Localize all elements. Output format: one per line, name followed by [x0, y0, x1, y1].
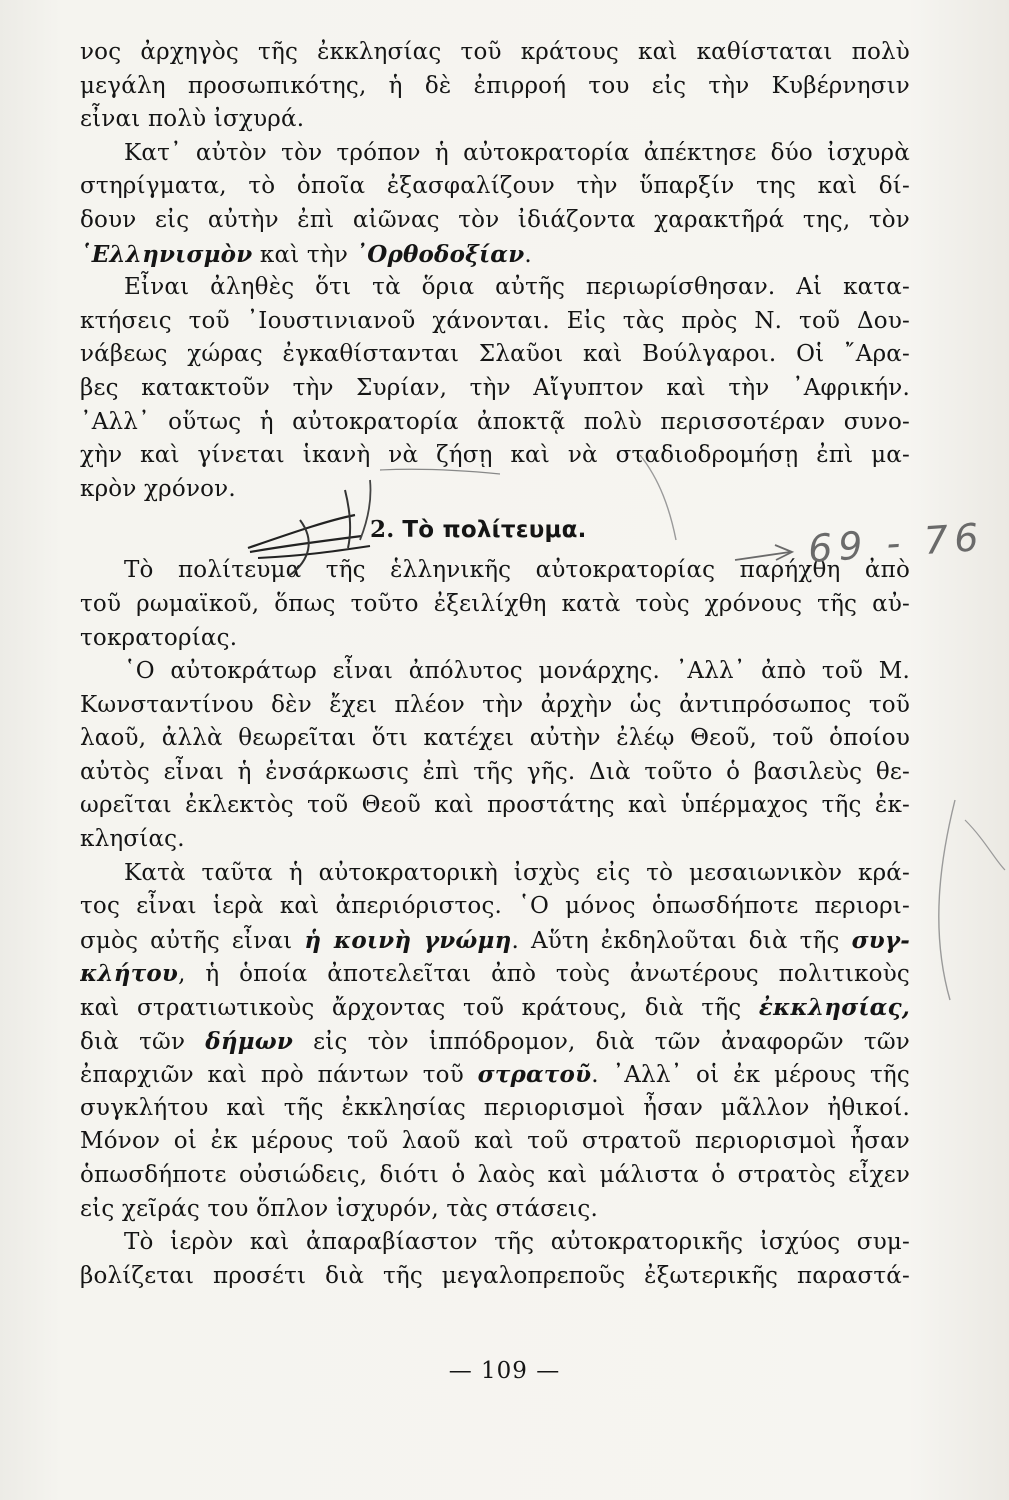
- text-fragment: .: [524, 241, 532, 268]
- text-fragment: καὶ στρατιωτικοὺς ἄρχοντας τοῦ κράτους, διὰ τῆς: [80, 995, 759, 1022]
- text-line: νος ἀρχηγὸς τῆς ἐκκλησίας τοῦ κράτους καὶ καθίσταται πολὺ: [80, 39, 910, 65]
- text-line: [80, 924, 910, 958]
- handwritten-page-reference: 69 - 76: [806, 514, 986, 572]
- section-title: Τὸ πολίτευμα.: [402, 517, 587, 544]
- text-line: συγκλήτου καὶ τῆς ἐκκλησίας περιορισμοὶ ἦσαν μᾶλλον ἠθικοί.: [80, 1094, 910, 1121]
- emphasis-demes: δήμων: [205, 1027, 294, 1055]
- text-line: Τὸ πολίτευμα τῆς ἑλληνικῆς αὐτοκρατορίας παρήχθη ἀπὸ: [124, 557, 910, 584]
- text-fragment: σμὸς αὐτῆς εἶναι: [80, 927, 305, 954]
- emphasis-church: ἐκκλησίας,: [758, 994, 910, 1022]
- emphasis-senate-end: κλήτου: [80, 960, 179, 988]
- text-line: ωρεῖται ἐκλεκτὸς τοῦ Θεοῦ καὶ προστάτης καὶ ὑπέρμαχος τῆς ἐκ-: [80, 792, 910, 819]
- text-line: Εἶναι ἀληθὲς ὅτι τὰ ὅρια αὐτῆς περιωρίσθησαν. Αἱ κατα-: [124, 274, 910, 301]
- text-line: Τὸ ἱερὸν καὶ ἀπαραβίαστον τῆς αὐτοκρατορικῆς ἰσχύος συμ-: [124, 1229, 910, 1256]
- section-heading: [80, 510, 910, 550]
- body-text: [80, 36, 910, 1293]
- text-line: [80, 991, 910, 1025]
- text-line: κτήσεις τοῦ ᾿Ιουστινιανοῦ χάνονται. Εἰς τὰς πρὸς Ν. τοῦ Δου-: [80, 307, 910, 334]
- page-number: — 109 —: [448, 1358, 561, 1384]
- text-line: Κατὰ ταῦτα ἡ αὐτοκρατορικὴ ἰσχὺς εἰς τὸ μεσαιωνικὸν κρά-: [124, 859, 910, 886]
- emphasis-orthodoxy: ᾿Ορθοδοξίαν: [355, 240, 525, 268]
- text-line: λαοῦ, ἀλλὰ θεωρεῖται ὅτι κατέχει αὐτὴν ἐλέῳ Θεοῦ, τοῦ ὁποίου: [80, 725, 910, 752]
- text-line: Κατ᾿ αὐτὸν τὸν τρόπον ἡ αὐτοκρατορία ἀπέκτησε δύο ἰσχυρὰ: [124, 139, 910, 166]
- emphasis-senate-start: συγ-: [851, 926, 910, 954]
- text-line: τοῦ ρωμαϊκοῦ, ὅπως τοῦτο ἐξειλίχθη κατὰ τοὺς χρόνους τῆς αὐ-: [80, 590, 910, 617]
- text-fragment: ἐπαρχιῶν καὶ πρὸ πάντων τοῦ: [80, 1062, 478, 1089]
- text-line: στηρίγματα, τὸ ὁποῖα ἐξασφαλίζουν τὴν ὕπαρξίν της καὶ δί-: [80, 173, 910, 200]
- text-line: τος εἶναι ἱερὰ καὶ ἀπεριόριστος. ῾Ο μόνος ὁπωσδήποτε περιορι-: [80, 893, 910, 920]
- text-fragment: . Αὕτη ἐκδηλοῦται διὰ τῆς: [511, 927, 852, 954]
- emphasis-public-opinion: ἡ κοινὴ γνώμη: [304, 926, 512, 954]
- text-fragment: εἰς τὸν ἱππόδρομον, διὰ τῶν ἀναφορῶν τῶν: [293, 1028, 910, 1055]
- text-fragment: διὰ τῶν: [80, 1028, 206, 1055]
- text-line: δουν εἰς αὐτὴν ἐπὶ αἰῶνας τὸν ἰδιάζοντα χαρακτῆρά της, τὸν: [80, 206, 910, 233]
- text-line: κλησίας.: [80, 826, 185, 853]
- text-line: κρὸν χρόνον.: [80, 475, 236, 502]
- text-line: εἶναι πολὺ ἰσχυρά.: [80, 106, 305, 133]
- text-fragment: , ἡ ὁποία ἀποτελεῖται ἀπὸ τοὺς ἀνωτέρους πολιτικοὺς: [178, 961, 910, 988]
- text-line: [80, 238, 910, 272]
- text-line: [80, 957, 910, 991]
- text-line: νάβεως χώρας ἐγκαθίστανται Σλαῦοι καὶ Βούλγαροι. Οἱ ῎Αρα-: [80, 341, 910, 368]
- text-line: βολίζεται προσέτι διὰ τῆς μεγαλοπρεποῦς ἐξωτερικῆς παραστά-: [80, 1262, 910, 1289]
- text-line: Κωνσταντίνου δὲν ἔχει πλέον τὴν ἀρχὴν ὡς ἀντιπρόσωπος τοῦ: [80, 691, 910, 718]
- text-fragment: καὶ τὴν: [252, 241, 356, 268]
- text-line: [80, 1058, 910, 1092]
- text-line: αὐτὸς εἶναι ἡ ἐνσάρκωσις ἐπὶ τῆς γῆς. Διὰ τοῦτο ὁ βασιλεὺς θε-: [80, 758, 910, 785]
- emphasis-hellenism: ῾Ελληνισμὸν: [80, 240, 253, 268]
- text-line: Μόνον οἱ ἐκ μέρους τοῦ λαοῦ καὶ τοῦ στρατοῦ περιορισμοὶ ἦσαν: [80, 1128, 910, 1155]
- text-fragment: . ᾿Αλλ᾿ οἱ ἐκ μέρους τῆς: [591, 1062, 910, 1089]
- text-line: ὁπωσδήποτε οὐσιώδεις, διότι ὁ λαὸς καὶ μάλιστα ὁ στρατὸς εἶχεν: [80, 1162, 910, 1188]
- text-line: χὴν καὶ γίνεται ἱκανὴ νὰ ζήσῃ καὶ νὰ σταδιοδρομήσῃ ἐπὶ μα-: [80, 442, 910, 469]
- text-line: ᾿Αλλ᾿ οὕτως ἡ αὐτοκρατορία ἀποκτᾷ πολὺ περισσοτέραν συνο-: [80, 408, 910, 435]
- section-number: 2.: [370, 516, 395, 544]
- text-line: βες κατακτοῦν τὴν Συρίαν, τὴν Αἴγυπτον καὶ τὴν ᾿Αφρικήν.: [80, 374, 910, 401]
- text-line: εἰς χεῖράς του ὅπλον ἰσχυρόν, τὰς στάσεις.: [80, 1195, 599, 1222]
- text-line: μεγάλη προσωπικότης, ἡ δὲ ἐπιρροή του εἰς τὴν Κυβέρνησιν: [80, 72, 910, 99]
- text-line: [80, 1025, 910, 1059]
- text-line: τοκρατορίας.: [80, 624, 238, 651]
- text-line: ῾Ο αὐτοκράτωρ εἶναι ἀπόλυτος μονάρχης. ᾿Αλλ᾿ ἀπὸ τοῦ Μ.: [124, 658, 910, 685]
- emphasis-army: στρατοῦ: [477, 1061, 592, 1089]
